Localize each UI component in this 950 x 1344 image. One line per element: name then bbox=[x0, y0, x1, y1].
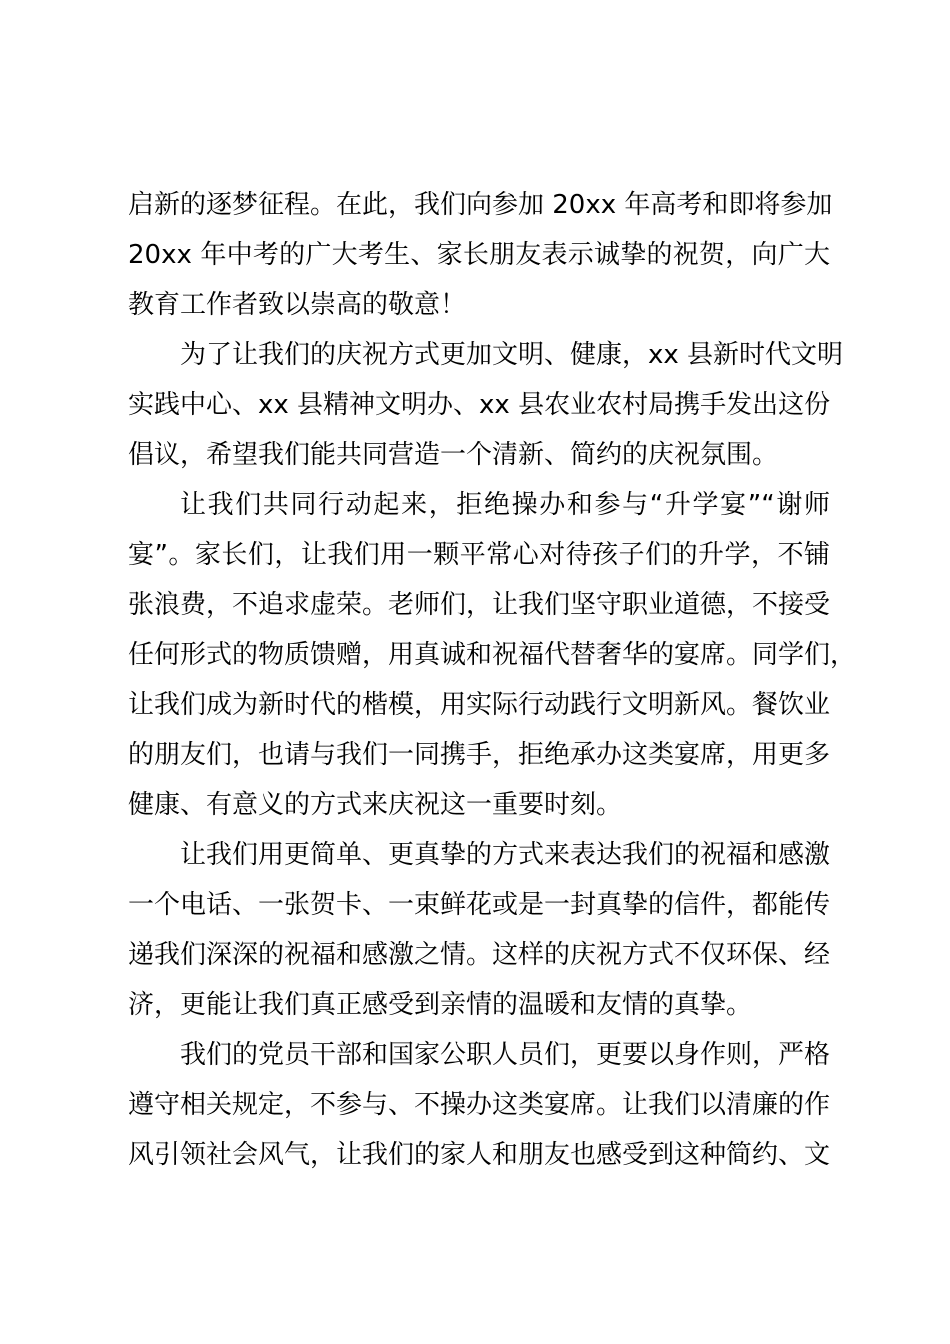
text-line: 启新的逐梦征程。在此，我们向参加 20xx 年高考和即将参加 bbox=[128, 190, 833, 220]
text-line: 倡议，希望我们能共同营造一个清新、简约的庆祝氛围。 bbox=[128, 440, 779, 470]
text-line: 一个电话、一张贺卡、一束鲜花或是一封真挚的信件，都能传 bbox=[128, 890, 831, 920]
text-line: 风引领社会风气，让我们的家人和朋友也感受到这种简约、文 bbox=[128, 1140, 831, 1170]
text-line: 20xx 年中考的广大考生、家长朋友表示诚挚的祝贺，向广大 bbox=[128, 240, 830, 270]
paragraph-start-line: 为了让我们的庆祝方式更加文明、健康，xx 县新时代文明 bbox=[180, 340, 844, 370]
text-line: 递我们深深的祝福和感激之情。这样的庆祝方式不仅环保、经 bbox=[128, 940, 831, 970]
text-line: 遵守相关规定，不参与、不操办这类宴席。让我们以清廉的作 bbox=[128, 1090, 831, 1120]
text-line: 宴”。家长们，让我们用一颗平常心对待孩子们的升学，不铺 bbox=[128, 540, 830, 570]
text-line: 实践中心、xx 县精神文明办、xx 县农业农村局携手发出这份 bbox=[128, 390, 831, 420]
paragraph-start-line: 让我们共同行动起来，拒绝操办和参与“升学宴”“谢师 bbox=[180, 490, 830, 520]
text-line: 的朋友们，也请与我们一同携手，拒绝承办这类宴席，用更多 bbox=[128, 740, 831, 770]
text-line: 健康、有意义的方式来庆祝这一重要时刻。 bbox=[128, 790, 623, 820]
text-line: 济，更能让我们真正感受到亲情的温暖和友情的真挚。 bbox=[128, 990, 753, 1020]
text-line: 教育工作者致以崇高的敬意！ bbox=[128, 290, 467, 320]
document-body bbox=[128, 180, 857, 1180]
text-line: 张浪费，不追求虚荣。老师们，让我们坚守职业道德，不接受 bbox=[128, 590, 831, 620]
text-line: 任何形式的物质馈赠，用真诚和祝福代替奢华的宴席。同学们， bbox=[128, 640, 857, 670]
paragraph-start-line: 让我们用更简单、更真挚的方式来表达我们的祝福和感激 bbox=[180, 840, 831, 870]
text-line: 让我们成为新时代的楷模，用实际行动践行文明新风。餐饮业 bbox=[128, 690, 831, 720]
paragraph-start-line: 我们的党员干部和国家公职人员们，更要以身作则，严格 bbox=[180, 1040, 831, 1070]
